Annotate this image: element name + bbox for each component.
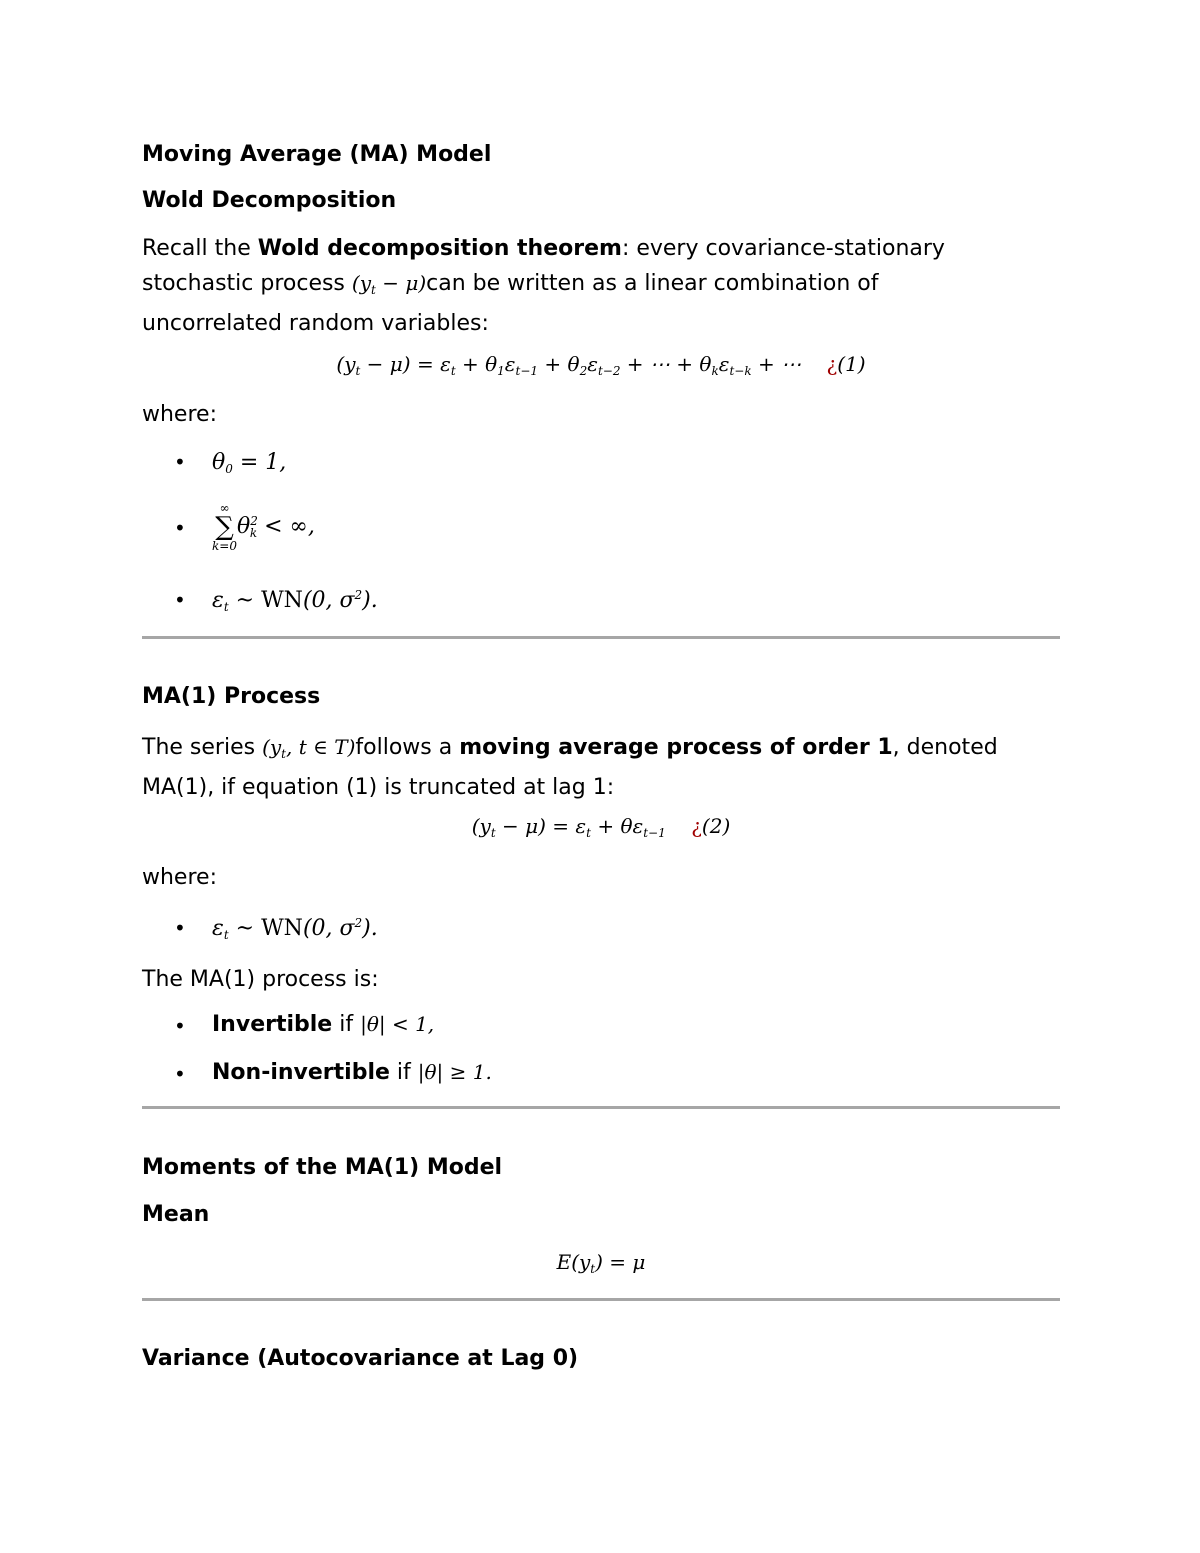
bullet-invertible: Invertible if |θ| < 1, bbox=[212, 1012, 435, 1037]
equation-2: $(y_t - \mu) = \varepsilon_t + \theta\varepsilon_{t-1}$ ¿(2) bbox=[471, 814, 731, 840]
section-heading-wold: Wold Decomposition bbox=[142, 188, 397, 213]
wold-theorem-term: Wold decomposition theorem bbox=[257, 236, 622, 261]
equation-2-tag-mark: ¿ bbox=[691, 814, 702, 838]
section-divider bbox=[142, 1106, 1060, 1109]
bullet-theta0: $\theta_0 = 1$, bbox=[212, 450, 287, 476]
section-divider bbox=[142, 1298, 1060, 1301]
bullet-non-invertible: Non-invertible if |θ| ≥ 1. bbox=[212, 1060, 492, 1085]
bullet-white-noise: $\varepsilon_t$ ~ WN(0, $\sigma^2$). bbox=[212, 588, 378, 614]
where-label-2: where: bbox=[142, 865, 217, 890]
section-heading-ma1: MA(1) Process bbox=[142, 684, 321, 709]
non-invertible-condition: |θ| ≥ 1. bbox=[417, 1060, 492, 1084]
series-expression: ($y_t$, t ∈ T) bbox=[262, 735, 356, 761]
ma1-definition-term: moving average process of order 1 bbox=[459, 735, 893, 760]
section-heading-variance: Variance (Autocovariance at Lag 0) bbox=[142, 1346, 579, 1371]
equation-1: $(y_t - \mu) = \varepsilon_t + \theta_1\varepsilon_{t-1} + \theta_2\varepsilon_{t-2}$ + ⋯ + $\theta_k\varepsilon_{t-k}$ + ⋯ ¿(1) bbox=[336, 352, 866, 378]
bullet-dot: • bbox=[174, 450, 186, 474]
equation-mean: $E(y_t) = \mu$ bbox=[556, 1250, 646, 1276]
equation-1-tag-mark: ¿ bbox=[826, 352, 838, 376]
ma1-property-intro: The MA(1) process is: bbox=[142, 967, 379, 992]
invertible-condition: |θ| < 1, bbox=[360, 1012, 435, 1036]
equation-1-tag: (1) bbox=[837, 352, 866, 376]
document-title: Moving Average (MA) Model bbox=[142, 142, 492, 167]
subheading-mean: Mean bbox=[142, 1202, 210, 1227]
wold-paragraph: Recall the Wold decomposition theorem: every covariance-stationary stochastic process $(y_t - \mu)can$ be written as a linear combination of uncorrelated random variables: bbox=[142, 236, 945, 336]
summation-icon: ∞ ∑ k=0 bbox=[212, 501, 237, 553]
bullet-dot: • bbox=[174, 1014, 186, 1038]
section-divider bbox=[142, 636, 1060, 639]
process-expression: $(y_t - \mu)$ bbox=[351, 271, 427, 297]
bullet-sum-condition: ∞ ∑ k=0 $\theta^2_k$ < ∞, bbox=[212, 501, 315, 553]
ma1-paragraph: The series ($y_t$, t ∈ T)follows a moving average process of order 1, denoted MA(1), if equation (1) is truncated at lag 1: bbox=[142, 735, 998, 800]
equation-2-tag: (2) bbox=[701, 814, 731, 838]
bullet-dot: • bbox=[174, 588, 186, 612]
bullet-white-noise-2: $\varepsilon_t$ ~ WN(0, $\sigma^2$). bbox=[212, 916, 378, 942]
bullet-dot: • bbox=[174, 516, 186, 540]
bullet-dot: • bbox=[174, 916, 186, 940]
bullet-dot: • bbox=[174, 1062, 186, 1086]
where-label-1: where: bbox=[142, 402, 217, 427]
section-heading-moments: Moments of the MA(1) Model bbox=[142, 1155, 503, 1180]
